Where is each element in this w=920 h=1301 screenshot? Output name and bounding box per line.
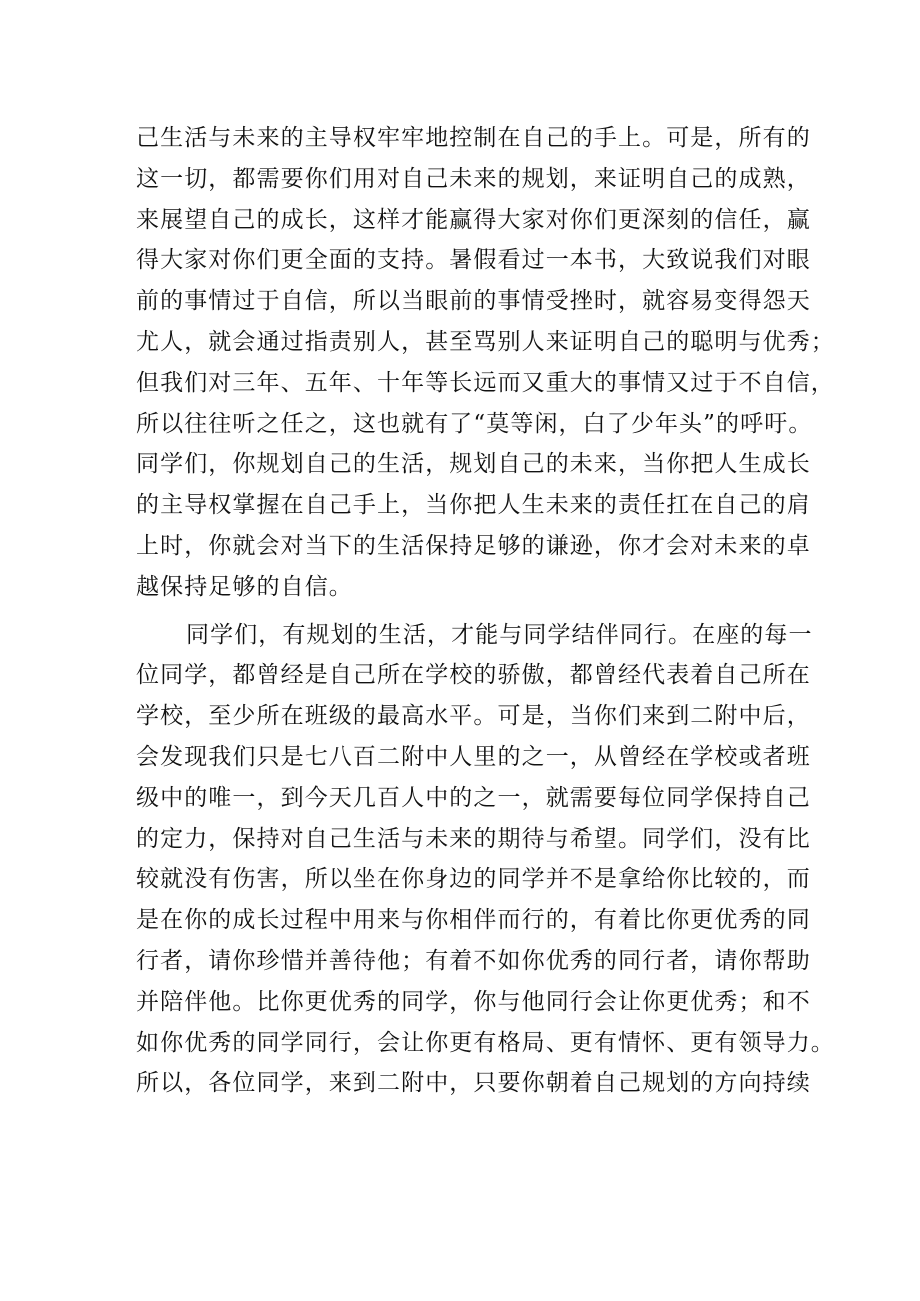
text-line: 己生活与未来的主导权牢牢地控制在自己的手上。可是，所有的 [136, 125, 811, 151]
text-line: 所以往往听之任之，这也就有了“莫等闲，白了少年头”的呼吁。 [136, 410, 813, 437]
paragraph-2 [136, 615, 835, 1105]
text-line: 来展望自己的成长，这样才能赢得大家对你们更深刻的信任，赢 [136, 206, 811, 233]
text-line: 但我们对三年、五年、十年等长远而又重大的事情又过于不自信， [136, 369, 835, 396]
text-line: 行者，请你珍惜并善待他；有着不如你优秀的同行者，请你帮助 [136, 947, 811, 974]
text-line: 越保持足够的自信。 [136, 573, 353, 600]
text-line: 同学们，你规划自己的生活，规划自己的未来，当你把人生成长 [136, 451, 811, 478]
text-line: 同学们，有规划的生活，才能与同学结伴同行。在座的每一 [186, 621, 813, 648]
paragraph-spacer [136, 608, 796, 615]
text-line: 上时，你就会对当下的生活保持足够的谦逊，你才会对未来的卓 [136, 532, 811, 559]
text-line: 是在你的成长过程中用来与你相伴而行的，有着比你更优秀的同 [136, 907, 811, 934]
text-line: 较就没有伤害，所以坐在你身边的同学并不是拿给你比较的，而 [136, 866, 811, 893]
text-line: 得大家对你们更全面的支持。暑假看过一本书，大致说我们对眼 [136, 247, 811, 274]
document-body [136, 118, 835, 1104]
text-line: 如你优秀的同学同行，会让你更有格局、更有情怀、更有领导力。 [136, 1029, 835, 1056]
text-line: 位同学，都曾经是自己所在学校的骄傲，都曾经代表着自己所在 [136, 662, 811, 689]
text-line: 尤人，就会通过指责别人，甚至骂别人来证明自己的聪明与优秀； [136, 328, 835, 355]
text-line: 学校，至少所在班级的最高水平。可是，当你们来到二附中后， [136, 703, 811, 730]
text-line: 会发现我们只是七八百二附中人里的之一，从曾经在学校或者班 [136, 743, 811, 770]
text-line: 的主导权掌握在自己手上，当你把人生未来的责任扛在自己的肩 [136, 492, 811, 519]
text-line: 所以，各位同学，来到二附中，只要你朝着自己规划的方向持续 [136, 1070, 811, 1097]
text-line: 的定力，保持对自己生活与未来的期待与希望。同学们，没有比 [136, 825, 811, 852]
paragraph-1 [136, 118, 835, 608]
text-line: 前的事情过于自信，所以当眼前的事情受挫时，就容易变得怨天 [136, 288, 811, 315]
text-line: 这一切，都需要你们用对自己未来的规划，来证明自己的成熟， [136, 165, 811, 192]
text-line: 并陪伴他。比你更优秀的同学，你与他同行会让你更优秀；和不 [136, 988, 811, 1015]
text-line: 级中的唯一，到今天几百人中的之一，就需要每位同学保持自己 [136, 784, 811, 811]
